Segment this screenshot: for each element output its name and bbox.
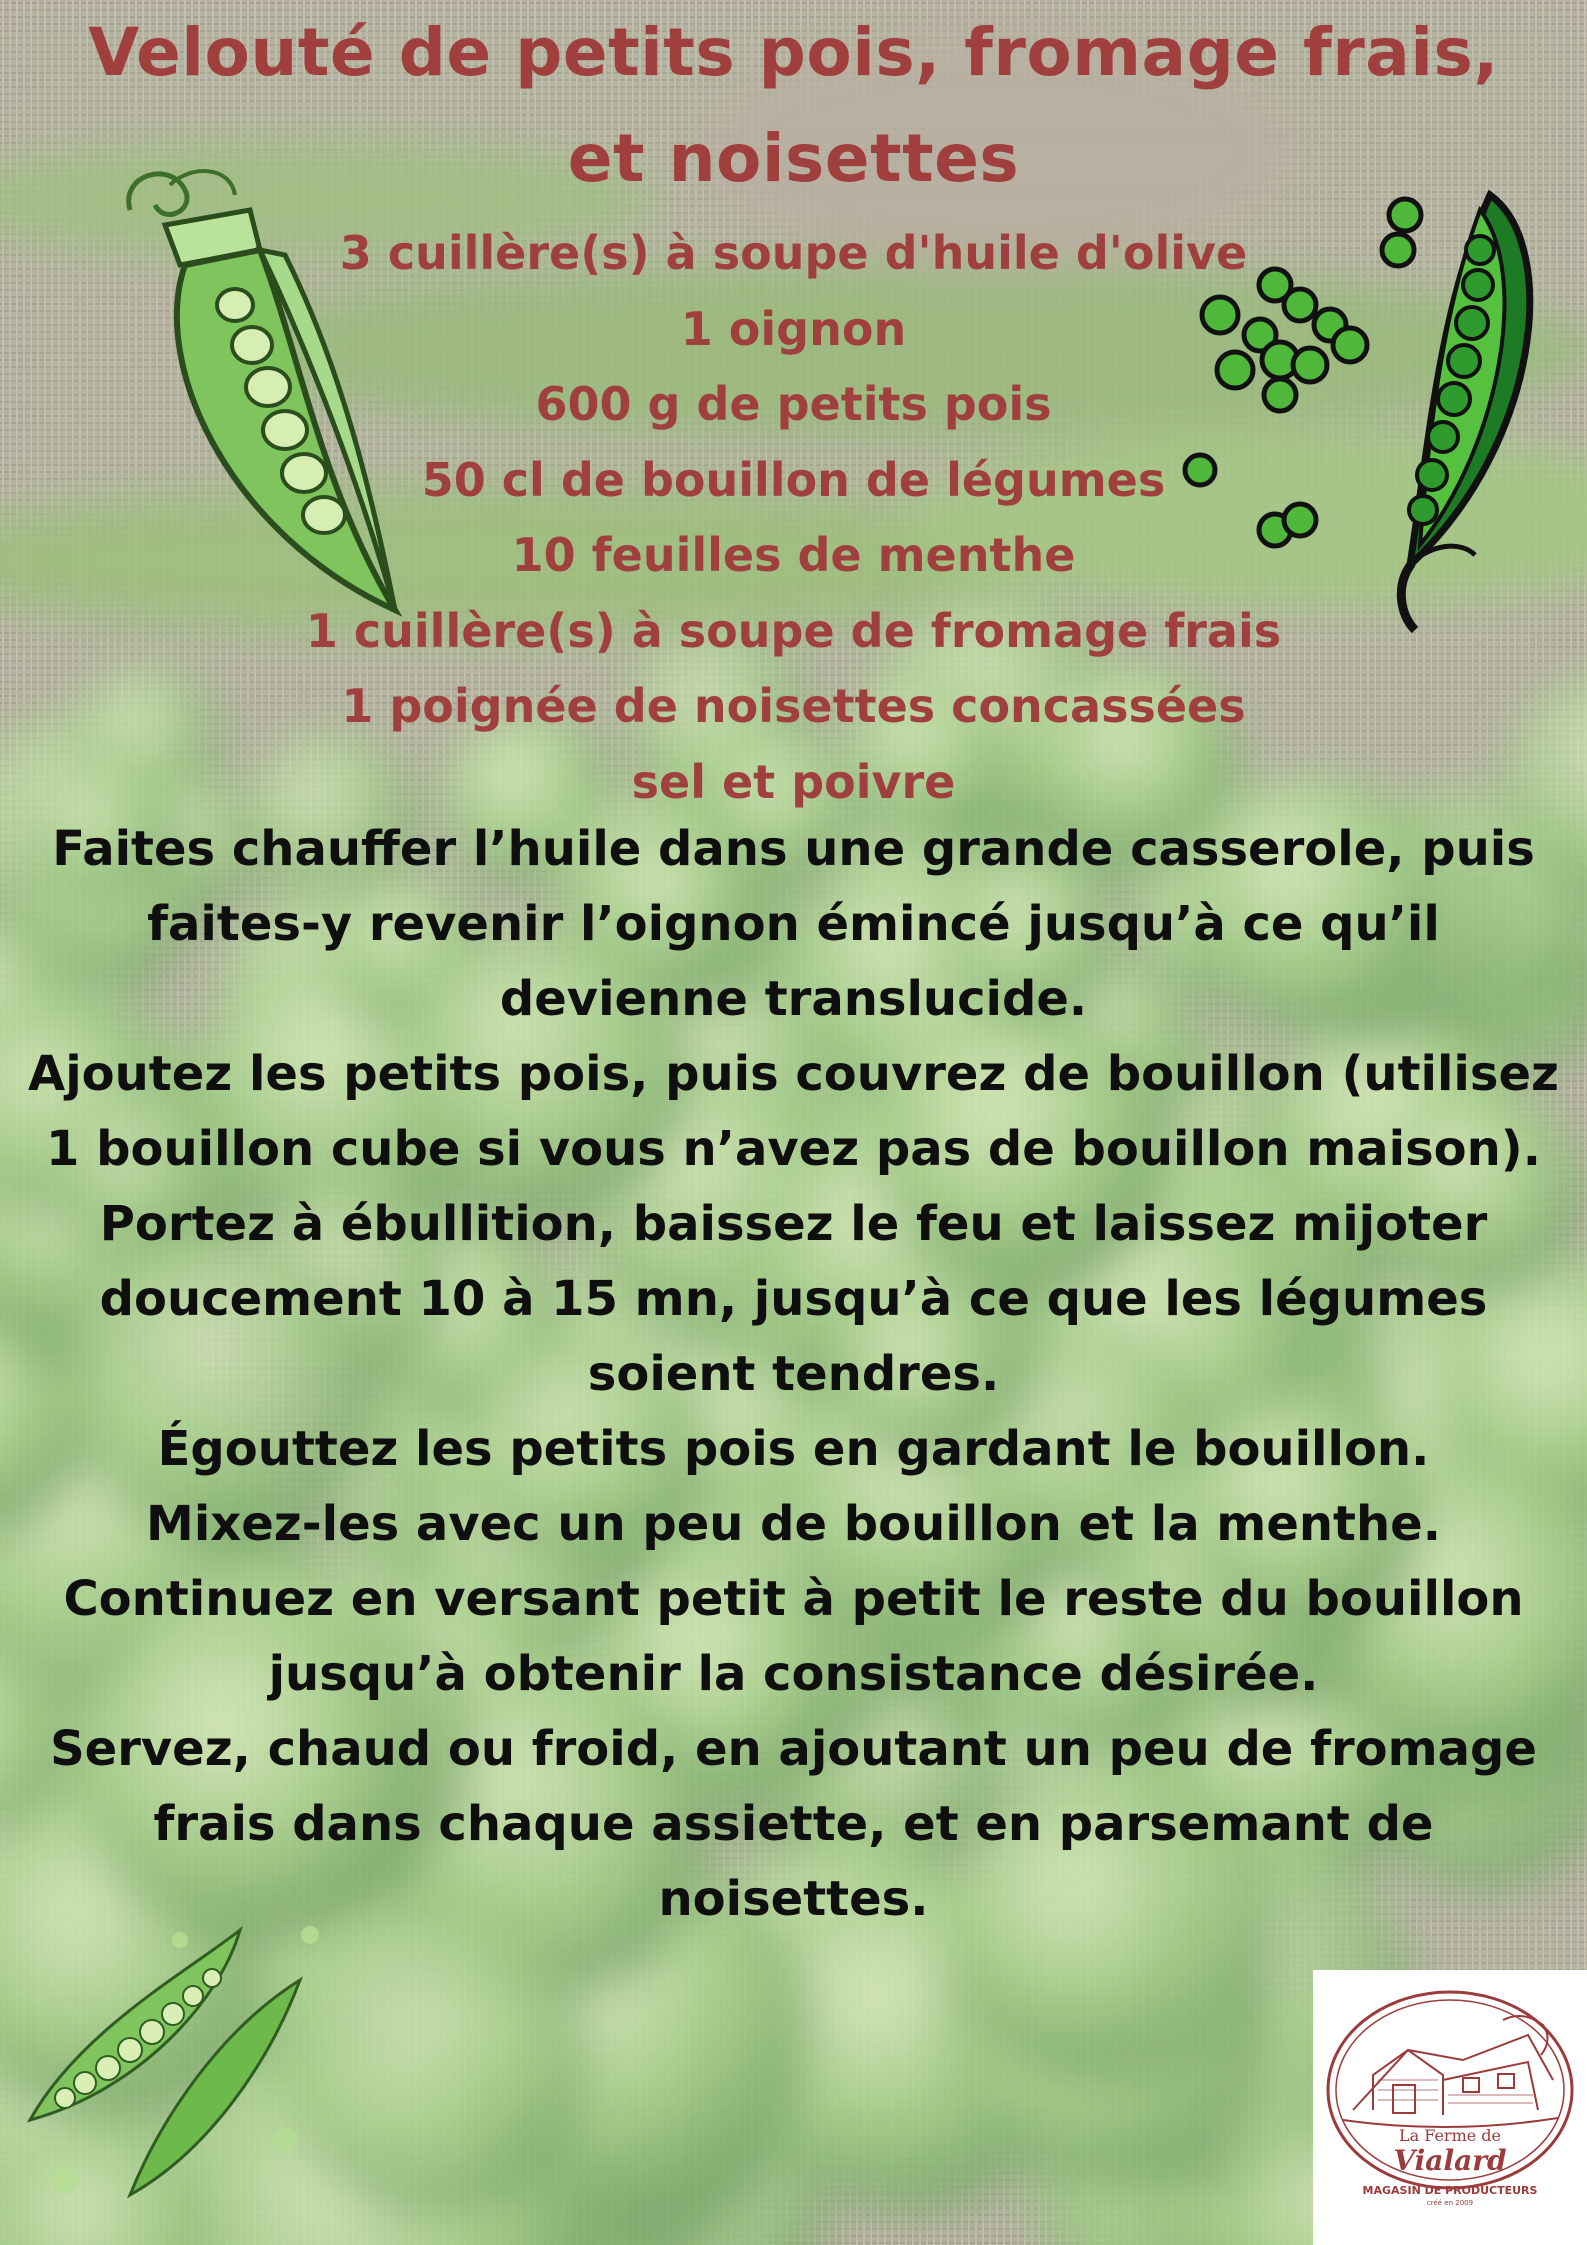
instruction-line: Servez, chaud ou froid, en ajoutant un peu de fromage: [50, 1721, 1537, 1777]
logo-tagline: MAGASIN DE PRODUCTEURS: [1362, 2184, 1538, 2197]
ingredients-list: [0, 216, 1587, 820]
ingredient-item: 600 g de petits pois: [535, 377, 1052, 431]
instruction-line: 1 bouillon cube si vous n’avez pas de bouillon maison).: [46, 1121, 1541, 1177]
instruction-line: Égouttez les petits pois en gardant le bouillon.: [157, 1421, 1430, 1477]
pea-pod-pair-icon: [20, 1920, 340, 2220]
ingredient-item: 1 cuillère(s) à soupe de fromage frais: [305, 603, 1282, 658]
ingredient-item: 10 feuilles de menthe: [511, 528, 1076, 582]
instruction-line: doucement 10 à 15 mn, jusqu’à ce que les légumes: [99, 1271, 1488, 1327]
logo-name: Vialard: [1393, 2144, 1507, 2177]
instruction-line: Continuez en versant petit à petit le reste du bouillon: [63, 1571, 1524, 1627]
instruction-line: frais dans chaque assiette, et en parsemant de: [153, 1796, 1434, 1852]
instructions: [0, 812, 1587, 1937]
instruction-line: Portez à ébullition, baissez le feu et laissez mijoter: [99, 1196, 1488, 1252]
recipe-title-line: et noisettes: [567, 120, 1020, 197]
logo-line-1: La Ferme de: [1398, 2126, 1502, 2145]
ingredient-item: sel et poivre: [631, 754, 956, 809]
logo-founded: créé en 2009: [1426, 2199, 1474, 2207]
ingredient-item: 1 poignée de noisettes concassées: [341, 679, 1246, 733]
instruction-line: faites-y revenir l’oignon émincé jusqu’à ce qu’il: [147, 896, 1440, 952]
ingredient-item: 1 oignon: [680, 301, 907, 356]
farm-logo: [1313, 1970, 1587, 2245]
ingredient-item: 50 cl de bouillon de légumes: [421, 452, 1166, 507]
instruction-line: devienne translucide.: [499, 971, 1088, 1027]
instruction-line: jusqu’à obtenir la consistance désirée.: [268, 1646, 1319, 1702]
instruction-line: Mixez-les avec un peu de bouillon et la menthe.: [146, 1496, 1441, 1552]
recipe-title-line: Velouté de petits pois, fromage frais,: [88, 14, 1499, 91]
instruction-line: soient tendres.: [587, 1346, 1000, 1402]
ingredient-item: 3 cuillère(s) à soupe d'huile d'olive: [339, 226, 1248, 280]
instruction-line: noisettes.: [658, 1871, 929, 1927]
recipe-title: [0, 0, 1587, 212]
instruction-line: Ajoutez les petits pois, puis couvrez de bouillon (utilisez: [28, 1046, 1559, 1102]
instruction-line: Faites chauffer l’huile dans une grande casserole, puis: [52, 821, 1535, 877]
